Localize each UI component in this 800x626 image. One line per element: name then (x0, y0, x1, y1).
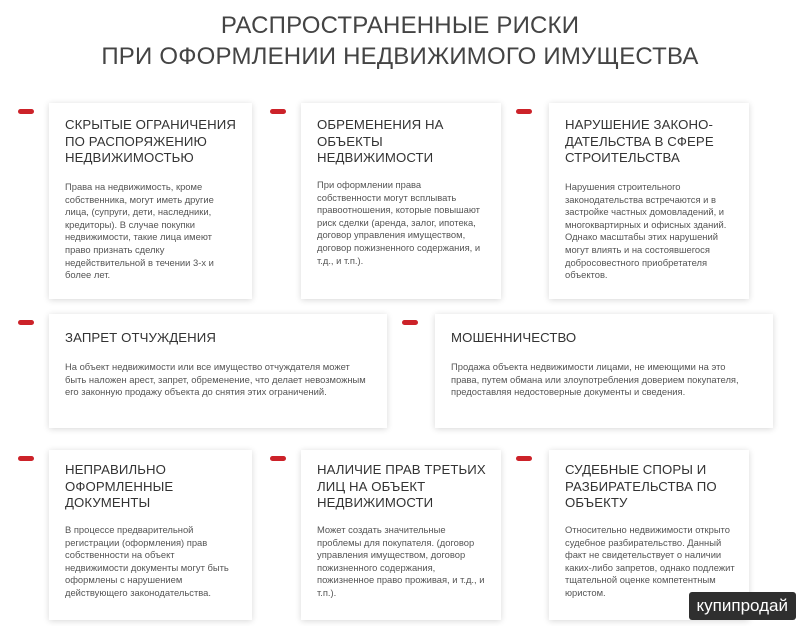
risk-dash-marker (516, 109, 532, 114)
risk-card-text: На объект недвижимости или все имущество отчуждателя может быть наложен арест, запрет, обременение, что делает невозможным его законную продажу объекта до снятия этих ограничений. (65, 361, 366, 398)
risk-card-fraud (435, 314, 773, 428)
risk-card-text: Может создать значительные проблемы для покупателя. (договор управления имуществом, договор пожизненного содержания, пожизненное право проживая, и т.д., и т.п.). (317, 524, 485, 598)
risk-dash-marker (402, 320, 418, 325)
risk-card-improper-documents (49, 450, 252, 620)
risk-card-encumbrances (301, 103, 501, 299)
risk-card-title: СКРЫТЫЕ ОГРАНИЧЕНИЯ ПО РАСПОРЯЖЕНИЮ НЕДВИЖИМОСТЬЮ (65, 117, 236, 165)
risk-card-text: В процессе предварительной регистрации (оформления) прав собственности на объект недвижимости документы могут быть оформлены с нарушением действующего законодательства. (65, 524, 229, 598)
risk-dash-marker (18, 109, 34, 114)
watermark-logo: купипродай (689, 592, 796, 620)
risk-card-text: Относительно недвижимости открыто судебное разбирательство. Данный факт не свидетельствует о наличии каких-либо запретов, однако подлежит тщательной оценке компетентным юристом. (565, 524, 735, 598)
risk-dash-marker (18, 456, 34, 461)
risk-card-title: НЕПРАВИЛЬНО ОФОРМЛЕННЫЕ ДОКУМЕНТЫ (65, 462, 174, 510)
risk-card-title: ЗАПРЕТ ОТЧУЖДЕНИЯ (65, 330, 217, 345)
risk-card-title: СУДЕБНЫЕ СПОРЫ И РАЗБИРАТЕЛЬСТВА ПО ОБЪЕКТУ (565, 462, 717, 510)
risk-card-title: МОШЕННИЧЕСТВО (451, 330, 577, 345)
risk-card-title: НАРУШЕНИЕ ЗАКОНО-ДАТЕЛЬСТВА В СФЕРЕ СТРОИТЕЛЬСТВА (565, 117, 714, 165)
risk-dash-marker (18, 320, 34, 325)
risk-card-construction-violations (549, 103, 749, 299)
risk-dash-marker (516, 456, 532, 461)
risk-card-hidden-restrictions (49, 103, 252, 299)
risk-card-third-party-rights (301, 450, 501, 620)
risk-card-title: НАЛИЧИЕ ПРАВ ТРЕТЬИХ ЛИЦ НА ОБЪЕКТ НЕДВИЖИМОСТИ (317, 462, 486, 510)
risk-dash-marker (270, 109, 286, 114)
page-title-line-1: РАСПРОСТРАНЕННЫЕ РИСКИ (220, 12, 580, 39)
risk-card-text: Права на недвижимость, кроме собственника, могут иметь другие лица, (супруги, дети, наследники, кредиторы). В случае покупки недвижимости, такие лица имеют право признать сделку недействительной в течении 3-х и более лет. (65, 181, 214, 281)
risk-card-title: ОБРЕМЕНЕНИЯ НА ОБЪЕКТЫ НЕДВИЖИМОСТИ (317, 117, 444, 165)
risk-card-text: При оформлении права собственности могут всплывать правоотношения, которые повышают риск сделки (аренда, залог, ипотека, договор управления имуществом, договор пожизненного содержания, и т.д., и т.п.). (317, 179, 481, 266)
risk-dash-marker (270, 456, 286, 461)
page-title-line-2: ПРИ ОФОРМЛЕНИИ НЕДВИЖИМОГО ИМУЩЕСТВА (101, 43, 699, 70)
risk-card-text: Продажа объекта недвижимости лицами, не имеющими на это права, путем обмана или злоупотребления доверием покупателя, предоставляя недостоверные документы и сведения. (451, 361, 739, 398)
page-title (0, 10, 800, 72)
risk-card-alienation-ban (49, 314, 387, 428)
risk-card-text: Нарушения строительного законодательства встречаются и в застройке частных домовладений, и многоквартирных и офисных зданий. Однако масштабы этих нарушений могут влиять и на состоявшегося добросовестного приобретателя объектов. (565, 181, 727, 281)
